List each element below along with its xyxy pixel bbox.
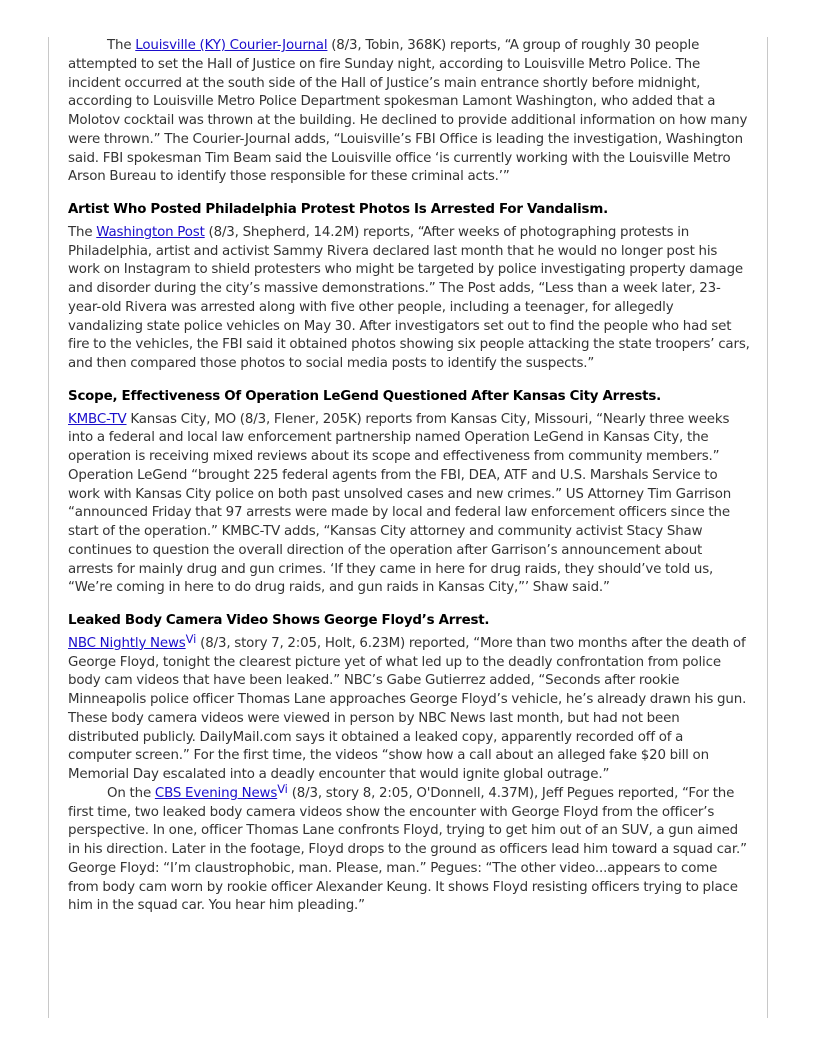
paragraph-body: (8/3, story 8, 2:05, O'Donnell, 4.37M), Jeff Pegues reported, “For the first time, two leaked body camera videos show the encounter with George Floyd from the officer’s perspective. In one, officer Thomas Lane confronts Floyd, trying to get him out of an SUV, a gun aimed in his direction. Later in the footage, Floyd drops to the ground as officers lead him toward a squad car.” George Floyd: “I’m claustrophobic, man. Please, man.” Pegues: “The other video...appears to come from body cam worn by rookie officer Alexander Keung. It shows Floyd resisting officers trying to place him in the squad car. You hear him pleading.” bbox=[68, 785, 747, 914]
story-paragraph bbox=[68, 631, 750, 785]
story-paragraph bbox=[68, 411, 750, 599]
news-briefing-content bbox=[68, 37, 750, 916]
story-headline: Leaked Body Camera Video Shows George Floyd’s Arrest. bbox=[68, 613, 490, 628]
paragraph-body: (8/3, Tobin, 368K) reports, “A group of roughly 30 people attempted to set the Hall of Justice on fire Sunday night, according to Louisville Metro Police. The incident occurred at the south side of the Hall of Justice’s main entrance shortly before midnight, according to Louisville Metro Police Department spokesman Lamont Washington, who added that a Molotov cocktail was thrown at the building. He declined to provide additional information on how many were thrown.” The Courier-Journal adds, “Louisville’s FBI Office is leading the investigation, Washington said. FBI spokesman Tim Beam said the Louisville office ‘is currently working with the Louisville Metro Arson Bureau to identify those responsible for these criminal acts.’” bbox=[68, 38, 748, 185]
story-hall-of-justice bbox=[68, 37, 750, 187]
story-paragraph bbox=[68, 37, 750, 187]
paragraph-prefix: The bbox=[107, 38, 136, 53]
paragraph-body: Kansas City, MO (8/3, Flener, 205K) reports from Kansas City, Missouri, “Nearly three weeks into a federal and local law enforcement partnership named Operation LeGend in Kansas City, the operation is receiving mixed reviews about its scope and effectiveness from community members.” Operation LeGend “brought 225 federal agents from the FBI, DEA, ATF and U.S. Marshals Service to work with Kansas City police on both past unsolved cases and new crimes.” US Attorney Tim Garrison “announced Friday that 97 arrests were made by local and federal law enforcement officers since the start of the operation.” KMBC-TV adds, “Kansas City attorney and community activist Stacy Shaw continues to question the overall direction of the operation after Garrison’s announcement about arrests for mainly drug and gun crimes. ‘If they came in here for drug raids, they should’ve told us, “We’re coming in here to do drug raids, and gun raids in Kansas City,”’ Shaw said.” bbox=[68, 411, 732, 596]
story-philadelphia-artist bbox=[68, 201, 750, 374]
source-link-kmbc-tv[interactable]: KMBC-TV bbox=[68, 411, 127, 427]
story-paragraph bbox=[68, 781, 750, 916]
paragraph-prefix: On the bbox=[107, 785, 155, 801]
source-link-nbc-nightly-news[interactable]: NBC Nightly News bbox=[68, 635, 186, 651]
video-marker-icon[interactable]: Vi bbox=[277, 781, 288, 796]
story-headline: Scope, Effectiveness Of Operation LeGend Questioned After Kansas City Arrests. bbox=[68, 388, 661, 404]
paragraph-body: (8/3, story 7, 2:05, Holt, 6.23M) reported, “More than two months after the death of George Floyd, tonight the clearest picture yet of what led up to the deadly confrontation from police body cam videos that have been leaked.” NBC’s Gabe Gutierrez added, “Seconds after rookie Minneapolis police officer Thomas Lane approaches George Floyd’s vehicle, he’s already drawn his gun. These body camera videos were viewed in person by NBC News last month, but had not been distributed publicly. DailyMail.com says it obtained a leaked copy, apparently recorded off of a computer screen.” For the first time, the videos “show how a call about an alleged fake $20 bill on Memorial Day escalated into a deadly encounter that would ignite global outrage.” bbox=[68, 635, 747, 782]
video-marker-icon[interactable]: Vi bbox=[185, 631, 197, 646]
source-link-washington-post[interactable]: Washington Post bbox=[96, 224, 205, 240]
story-floyd-body-camera bbox=[68, 612, 750, 916]
paragraph-prefix: The bbox=[68, 224, 97, 240]
source-link-courier-journal[interactable]: Louisville (KY) Courier-Journal bbox=[135, 38, 328, 53]
story-operation-legend bbox=[68, 388, 750, 598]
paragraph-body: (8/3, Shepherd, 14.2M) reports, “After weeks of photographing protests in Philadelphia, artist and activist Sammy Rivera declared last month that he would no longer post his work on Instagram to shield protesters who might be targeted by police investigating property damage and disorder during the city’s massive demonstrations.” The Post adds, “Less than a week later, 23-year-old Rivera was arrested along with five other people, including a teenager, for allegedly vandalizing state police vehicles on May 30. After investigators set out to find the people who had set fire to the vehicles, the FBI said it obtained photos showing six people attacking the state troopers’ cars, and then compared those photos to social media posts to identify the suspects.” bbox=[68, 224, 750, 371]
story-headline: Artist Who Posted Philadelphia Protest Photos Is Arrested For Vandalism. bbox=[68, 202, 608, 217]
source-link-cbs-evening-news[interactable]: CBS Evening News bbox=[154, 785, 278, 801]
story-paragraph bbox=[68, 224, 750, 374]
